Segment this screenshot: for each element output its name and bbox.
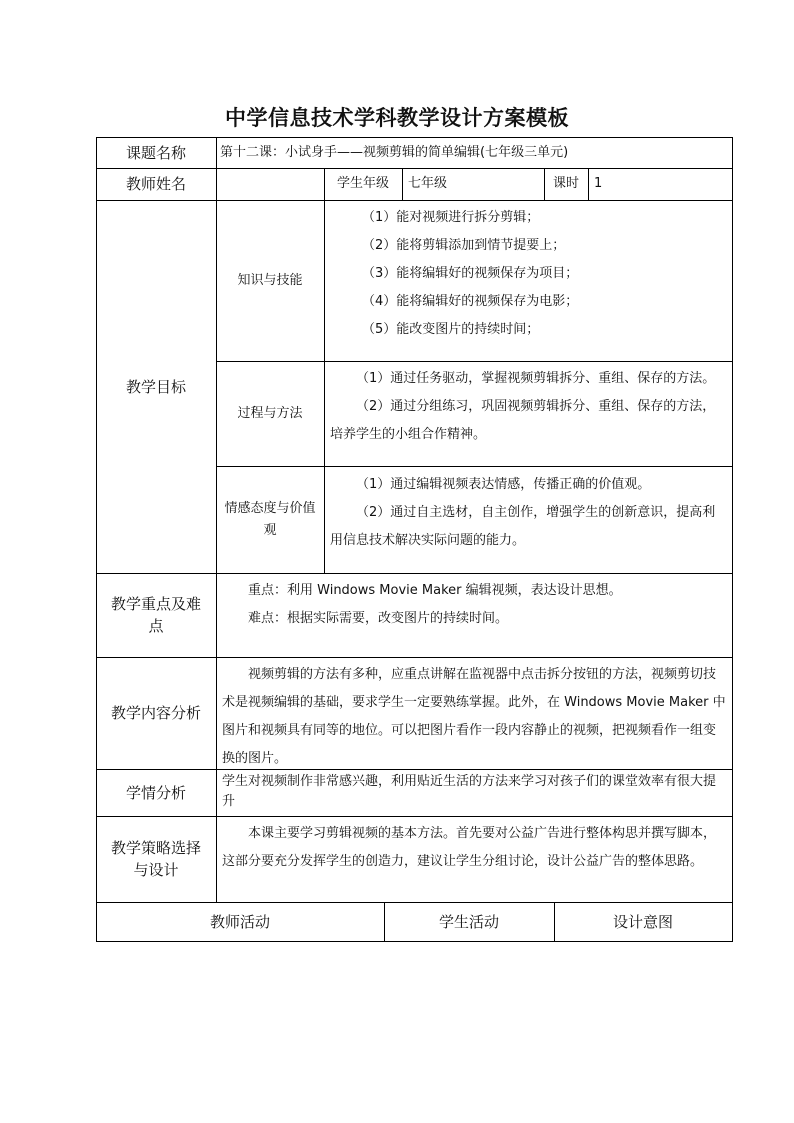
key-point: 重点：利用 Windows Movie Maker 编辑视频，表达设计思想。 [248, 583, 622, 598]
teacher-activity-header: 教师活动 [209, 912, 270, 931]
key-points-text [222, 577, 728, 633]
content-analysis-para: 视频剪辑的方法有多种，应重点讲解在监视器中点击拆分按钮的方法，视频剪切技术是视频编辑的基础，要求学生一定要熟练掌握。此外，在 Windows Movie Maker 中图片和视频具有同等的地位。可以把图片看作一段内容静止的视频，把视频看作一组变换的图片。 [222, 667, 726, 766]
student-activity-header: 学生活动 [438, 912, 499, 931]
content-analysis-label: 教学内容分析 [110, 704, 201, 722]
hours-value: 1 [594, 176, 603, 191]
process-label: 过程与方法 [237, 405, 303, 421]
strategy-text [222, 820, 728, 876]
knowledge-list [328, 204, 728, 344]
grade-value: 七年级 [408, 176, 448, 191]
difficult-point: 难点：根据实际需要，改变图片的持续时间。 [248, 611, 509, 626]
strategy-para: 本课主要学习剪辑视频的基本方法。首先要对公益广告进行整体构思并撰写脚本，这部分要充分发挥学生的创造力，建议让学生分组讨论，设计公益广告的整体思路。 [222, 826, 717, 869]
objectives-label: 教学目标 [125, 377, 186, 396]
process-para: （2）通过分组练习，巩固视频剪辑拆分、重组、保存的方法，培养学生的小组合作精神。 [330, 399, 716, 442]
learner-analysis-text: 学生对视频制作非常感兴趣，利用贴近生活的方法来学习对孩子们的课堂效率有很大提升 [222, 774, 717, 809]
process-para: （1）通过任务驱动，掌握视频剪辑拆分、重组、保存的方法。 [356, 371, 716, 386]
design-intent-header: 设计意图 [612, 912, 673, 931]
key-points-label: 教学重点及难点 [110, 595, 201, 635]
hours-label: 课时 [552, 176, 579, 191]
teacher-label: 教师姓名 [125, 175, 186, 193]
knowledge-item: （5）能改变图片的持续时间； [362, 322, 540, 337]
emotion-label: 情感态度与价值观 [224, 500, 316, 538]
page-title: 中学信息技术学科教学设计方案模板 [225, 105, 569, 130]
learner-analysis-label: 学情分析 [125, 783, 186, 802]
emotion-para: （1）通过编辑视频表达情感，传播正确的价值观。 [356, 477, 651, 492]
knowledge-item: （1）能对视频进行拆分剪辑； [362, 210, 540, 225]
course-label: 课题名称 [125, 143, 186, 162]
emotion-text [330, 471, 728, 555]
content-analysis-text [222, 661, 728, 773]
knowledge-item: （4）能将编辑好的视频保存为电影； [362, 294, 579, 309]
process-text [330, 365, 728, 449]
course-value: 第十二课：小试身手——视频剪辑的简单编辑(七年级三单元) [220, 144, 569, 160]
teacher-value [216, 168, 324, 200]
grade-label: 学生年级 [336, 176, 389, 191]
emotion-para: （2）通过自主选材，自主创作，增强学生的创新意识，提高利用信息技术解决实际问题的能力。 [330, 505, 716, 548]
knowledge-item: （2）能将剪辑添加到情节提要上； [362, 238, 566, 253]
strategy-label: 教学策略选择与设计 [110, 839, 201, 879]
knowledge-item: （3）能将编辑好的视频保存为项目； [362, 266, 579, 281]
knowledge-label: 知识与技能 [237, 272, 303, 288]
